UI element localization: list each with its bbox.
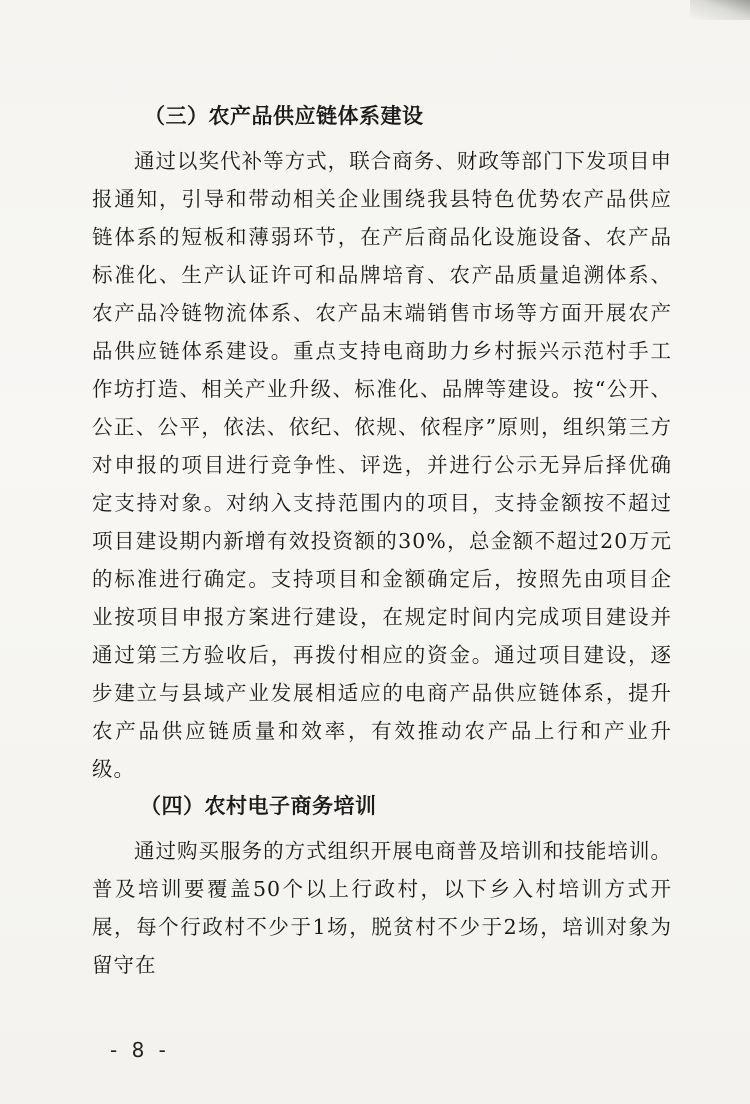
section-three-heading: （三）农产品供应链体系建设 [144, 104, 424, 128]
section-three-paragraph: 通过以奖代补等方式，联合商务、财政等部门下发项目申报通知，引导和带动相关企业围绕我县特色优势农产品供应链体系的短板和薄弱环节，在产后商品化设施设备、农产品标准化、生产认证许可和品牌培育、农产品质量追溯体系、农产品冷链物流体系、农产品末端销售市场等方面开展农产品供应链体系建设。重点支持电商助力乡村振兴示范村手工作坊打造、相关产业升级、标准化、品牌等建设。按“公开、公正、公平，依法、依纪、依规、依程序”原则，组织第三方对申报的项目进行竞争性、评选，并进行公示无异后择优确定支持对象。对纳入支持范围内的项目，支持金额按不超过项目建设期内新增有效投资额的30%，总金额不超过20万元的标准进行确定。支持项目和金额确定后，按照先由项目企业按项目申报方案进行建设，在规定时间内完成项目建设并通过第三方验收后，再拨付相应的资金。通过项目建设，逐步建立与县域产业发展相适应的电商产品供应链体系，提升农产品供应链质量和效率，有效推动农产品上行和产业升级。 [92, 149, 672, 781]
document-body [92, 100, 672, 984]
section-four-paragraph: 通过购买服务的方式组织开展电商普及培训和技能培训。普及培训要覆盖50个以上行政村，以下乡入村培训方式开展，每个行政村不少于1场，脱贫村不少于2场，培训对象为留守在 [92, 839, 672, 977]
page-number: - 8 - [110, 1038, 170, 1062]
section-four-heading: （四）农村电子商务培训 [140, 794, 377, 818]
page-corner-shadow [690, 0, 750, 20]
